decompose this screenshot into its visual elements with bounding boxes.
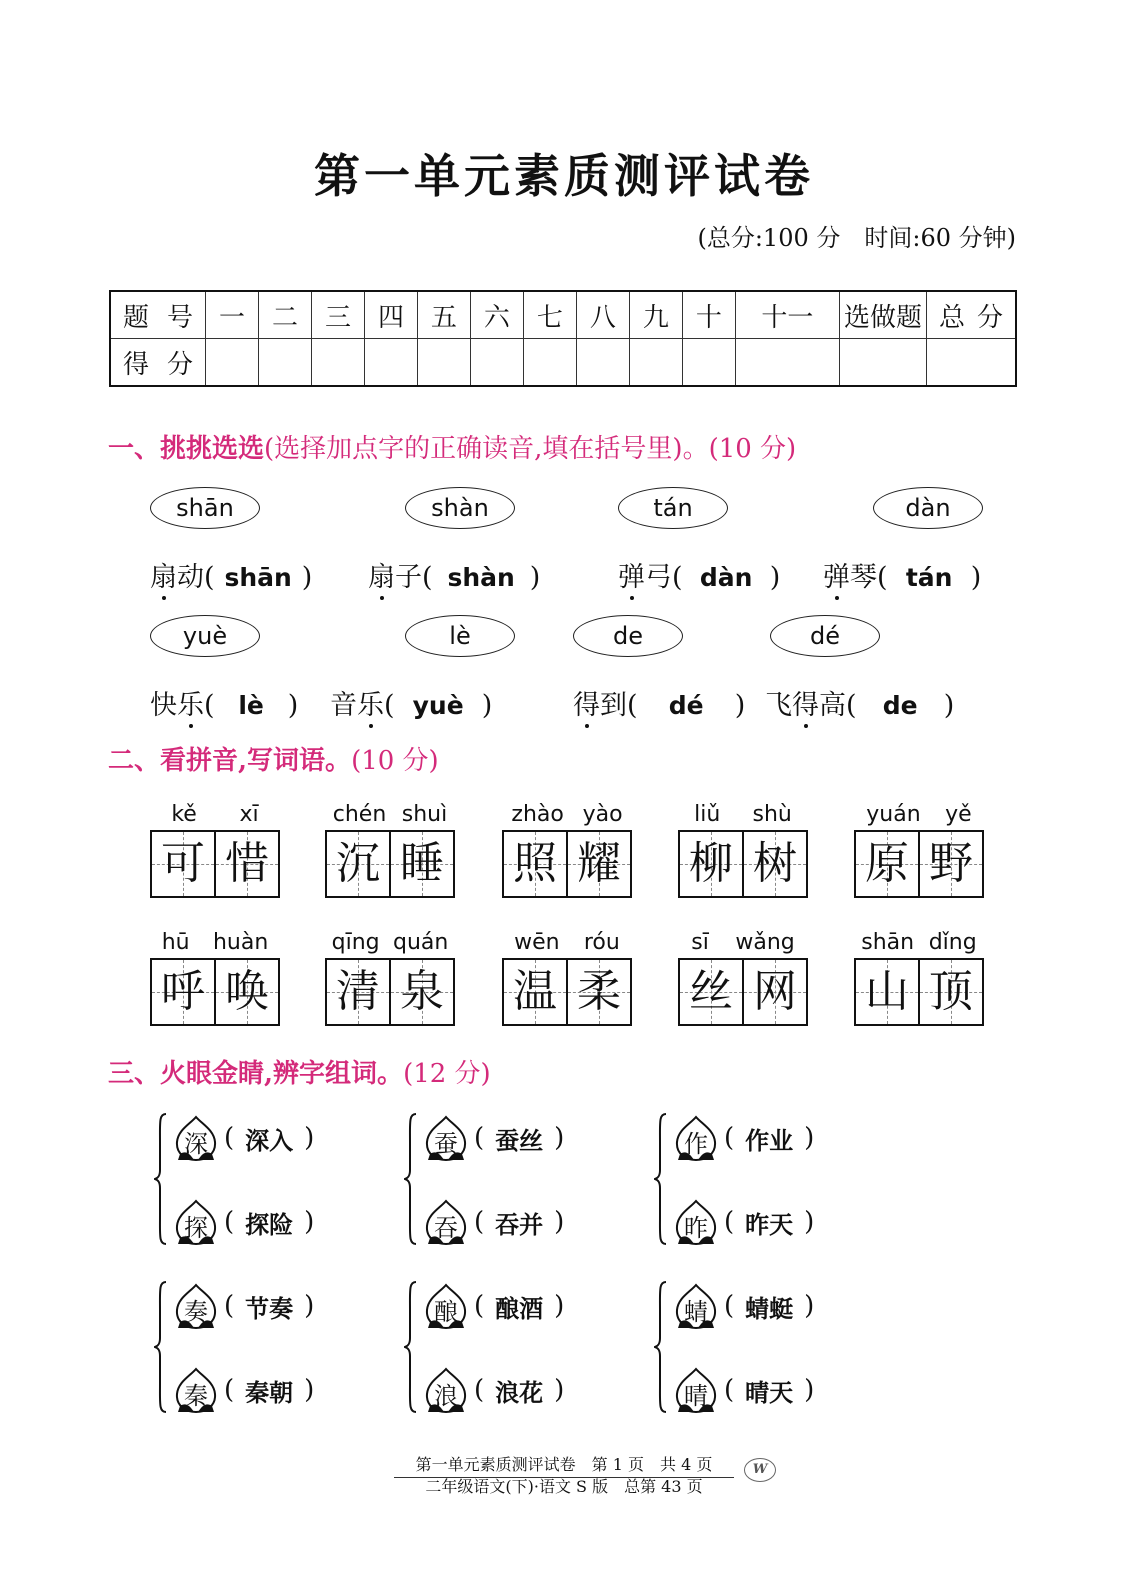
word-suffix: 到 — [600, 690, 627, 721]
brace-icon — [404, 1280, 418, 1414]
col-6: 六 — [470, 291, 523, 339]
tian-grid-cell[interactable] — [389, 960, 453, 1024]
written-character: 泉 — [400, 966, 444, 1017]
brace-icon — [654, 1280, 668, 1414]
tian-grid-cell[interactable] — [918, 832, 982, 896]
col-2: 二 — [258, 291, 311, 339]
writing-box[interactable] — [502, 958, 632, 1026]
section1-note: (选择加点字的正确读音,填在括号里)。(10 分) — [264, 434, 797, 464]
row-label-score: 得分 — [110, 339, 206, 387]
s1-item: 扇动( shān ) — [150, 562, 313, 593]
tian-grid-cell[interactable] — [214, 832, 278, 896]
score-cell[interactable] — [735, 339, 839, 387]
answer-text[interactable]: tán — [905, 563, 953, 592]
written-character: 丝 — [689, 966, 733, 1017]
peach-icon — [172, 1282, 220, 1330]
char-row: 作 ( 作业 ) — [672, 1114, 814, 1162]
pinyin-option: tán — [618, 487, 728, 529]
s1-item: 音乐( yuè ) — [330, 690, 493, 721]
pinyin-option: shān — [150, 487, 260, 529]
target-character: 探 — [184, 1214, 208, 1242]
tian-grid-cell[interactable] — [566, 960, 630, 1024]
peach-icon — [172, 1198, 220, 1246]
pinyin-word-item — [325, 930, 455, 1026]
pinyin-option: dé — [770, 615, 880, 657]
char-row: 昨 ( 昨天 ) — [672, 1198, 814, 1246]
tian-grid-cell[interactable] — [327, 832, 389, 896]
pinyin-label — [150, 802, 280, 830]
char-group — [154, 1108, 354, 1250]
tian-grid-cell[interactable] — [680, 960, 742, 1024]
pinyin-syllable: liǔ — [694, 802, 721, 827]
pinyin-label — [854, 802, 984, 830]
char-group — [154, 1276, 354, 1418]
col-total: 总分 — [927, 291, 1017, 339]
word-prefix: 快 — [150, 690, 177, 721]
tian-grid-cell[interactable] — [504, 832, 566, 896]
answer-word[interactable]: 探险 — [245, 1210, 294, 1239]
answer-text[interactable]: yuè — [412, 691, 464, 720]
writing-box[interactable] — [678, 830, 808, 898]
peach-icon — [172, 1366, 220, 1414]
peach-icon — [422, 1114, 470, 1162]
word-suffix: 琴 — [850, 562, 877, 593]
target-character: 浪 — [434, 1382, 458, 1410]
score-table-score-row — [110, 339, 1016, 387]
section1-title: 一、挑挑选选 — [108, 434, 265, 464]
pinyin-word-item — [854, 930, 984, 1026]
col-3: 三 — [311, 291, 364, 339]
footer-line-2: 二年级语文(下)·语文 S 版 总第 43 页 — [425, 1477, 703, 1496]
pinyin-word-item — [854, 802, 984, 898]
dotted-char: 乐 — [357, 690, 384, 721]
score-cell[interactable] — [311, 339, 364, 387]
tian-grid-cell[interactable] — [504, 960, 566, 1024]
col-4: 四 — [364, 291, 417, 339]
written-character: 呼 — [161, 966, 205, 1017]
score-table-header-row — [110, 291, 1016, 339]
peach-icon — [172, 1114, 220, 1162]
answer-text[interactable]: de — [882, 691, 918, 720]
tian-grid-cell[interactable] — [389, 832, 453, 896]
answer-word[interactable]: 秦朝 — [245, 1378, 294, 1407]
written-character: 唤 — [225, 966, 269, 1017]
answer-text[interactable]: dàn — [699, 563, 753, 592]
pinyin-syllable: wēn — [514, 930, 560, 955]
brace-icon — [154, 1112, 168, 1246]
target-character: 深 — [184, 1130, 208, 1158]
written-character: 山 — [865, 966, 909, 1017]
written-character: 网 — [753, 966, 797, 1017]
tian-grid-cell[interactable] — [742, 960, 806, 1024]
pinyin-syllable: shù — [752, 802, 792, 827]
score-cell[interactable] — [417, 339, 470, 387]
section3-note: (12 分) — [403, 1059, 491, 1089]
peach-icon — [422, 1198, 470, 1246]
dotted-char: 弹 — [618, 562, 645, 593]
tian-grid-cell[interactable] — [566, 832, 630, 896]
pinyin-syllable: hū — [161, 930, 190, 955]
tian-grid-cell[interactable] — [856, 832, 918, 896]
pinyin-word-item — [325, 802, 455, 898]
pinyin-word-item — [678, 930, 808, 1026]
char-group — [654, 1276, 854, 1418]
tian-grid-cell[interactable] — [327, 960, 389, 1024]
answer-text[interactable]: shān — [224, 563, 292, 592]
tian-grid-cell[interactable] — [152, 960, 214, 1024]
pinyin-syllable: sī — [691, 930, 709, 955]
pinyin-option: lè — [405, 615, 515, 657]
target-character: 奏 — [184, 1298, 208, 1326]
target-character: 秦 — [184, 1382, 208, 1410]
pinyin-word-item — [150, 930, 280, 1026]
score-cell[interactable] — [629, 339, 682, 387]
writing-box[interactable] — [854, 958, 984, 1026]
char-row: 吞 ( 吞并 ) — [422, 1198, 564, 1246]
score-time-info: (总分:100 分 时间:60 分钟) — [697, 224, 1016, 252]
pinyin-syllable: chén — [332, 802, 387, 827]
tian-grid-cell[interactable] — [152, 832, 214, 896]
target-character: 昨 — [684, 1214, 708, 1242]
word-suffix: 高 — [819, 690, 846, 721]
score-cell[interactable] — [364, 339, 417, 387]
writing-box[interactable] — [325, 830, 455, 898]
pinyin-label — [325, 930, 455, 958]
answer-word[interactable]: 蜻蜓 — [745, 1294, 794, 1323]
written-character: 原 — [865, 838, 909, 889]
score-table — [109, 290, 1017, 387]
written-character: 睡 — [400, 838, 444, 889]
peach-icon — [422, 1282, 470, 1330]
publisher-logo: W — [744, 1458, 776, 1482]
char-row: 探 ( 探险 ) — [172, 1198, 314, 1246]
col-optional: 选做题 — [840, 291, 927, 339]
char-row: 深 ( 深入 ) — [172, 1114, 314, 1162]
pinyin-label — [678, 802, 808, 830]
pinyin-word-item — [678, 802, 808, 898]
pinyin-label — [854, 930, 984, 958]
answer-word[interactable]: 吞并 — [495, 1210, 544, 1239]
word-prefix: 音 — [330, 690, 357, 721]
target-character: 晴 — [684, 1382, 708, 1410]
pinyin-syllable: zhào — [511, 802, 564, 827]
peach-icon — [672, 1198, 720, 1246]
section3-heading — [108, 1053, 491, 1090]
answer-word[interactable]: 晴天 — [745, 1378, 794, 1407]
target-character: 蜻 — [684, 1298, 708, 1326]
col-1: 一 — [206, 291, 259, 339]
footer-line-1: 第一单元素质测评试卷 第 1 页 共 4 页 — [394, 1452, 734, 1478]
section1-heading — [108, 428, 796, 465]
char-row: 奏 ( 节奏 ) — [172, 1282, 314, 1330]
char-row: 蜻 ( 蜻蜓 ) — [672, 1282, 814, 1330]
target-character: 酿 — [434, 1298, 458, 1326]
pinyin-syllable: róu — [583, 930, 620, 955]
char-row: 蚕 ( 蚕丝 ) — [422, 1114, 564, 1162]
writing-box[interactable] — [854, 830, 984, 898]
col-9: 九 — [629, 291, 682, 339]
pinyin-option: yuè — [150, 615, 260, 657]
tian-grid-cell[interactable] — [856, 960, 918, 1024]
peach-icon — [672, 1282, 720, 1330]
answer-word[interactable]: 浪花 — [495, 1378, 544, 1407]
section2-heading — [108, 740, 439, 777]
answer-text[interactable]: shàn — [447, 563, 515, 592]
written-character: 温 — [513, 966, 557, 1017]
row-label-question: 题号 — [110, 291, 206, 339]
written-character: 柔 — [577, 966, 621, 1017]
dotted-char: 扇 — [368, 562, 395, 593]
pinyin-option: de — [573, 615, 683, 657]
brace-icon — [154, 1280, 168, 1414]
written-character: 照 — [513, 838, 557, 889]
section2-title: 二、看拼音,写词语。 — [108, 746, 352, 776]
target-character: 作 — [684, 1130, 708, 1158]
page-title: 第一单元素质测评试卷 — [314, 149, 814, 203]
pinyin-syllable: quán — [392, 930, 449, 955]
col-8: 八 — [576, 291, 629, 339]
answer-text[interactable]: dé — [668, 691, 704, 720]
pinyin-syllable: qīng — [331, 930, 380, 955]
written-character: 顶 — [929, 966, 973, 1017]
pinyin-syllable: kě — [171, 802, 197, 827]
pinyin-label — [678, 930, 808, 958]
brace-icon — [654, 1112, 668, 1246]
score-cell[interactable] — [576, 339, 629, 387]
section2-note: (10 分) — [351, 746, 439, 776]
col-11: 十一 — [735, 291, 839, 339]
col-7: 七 — [523, 291, 576, 339]
char-group — [404, 1276, 604, 1418]
pinyin-option: dàn — [873, 487, 983, 529]
pinyin-syllable: xī — [239, 802, 259, 827]
col-5: 五 — [417, 291, 470, 339]
written-character: 可 — [161, 838, 205, 889]
char-row: 秦 ( 秦朝 ) — [172, 1366, 314, 1414]
char-group — [654, 1108, 854, 1250]
score-cell[interactable] — [523, 339, 576, 387]
written-character: 耀 — [577, 838, 621, 889]
pinyin-word-item — [502, 930, 632, 1026]
writing-box[interactable] — [678, 958, 808, 1026]
score-cell[interactable] — [682, 339, 735, 387]
score-cell[interactable] — [206, 339, 259, 387]
pinyin-label — [502, 930, 632, 958]
peach-icon — [422, 1366, 470, 1414]
answer-word[interactable]: 酿酒 — [495, 1294, 544, 1323]
char-row: 浪 ( 浪花 ) — [422, 1366, 564, 1414]
pinyin-word-item — [150, 802, 280, 898]
peach-icon — [672, 1366, 720, 1414]
pinyin-label — [502, 802, 632, 830]
written-character: 野 — [929, 838, 973, 889]
char-row: 酿 ( 酿酒 ) — [422, 1282, 564, 1330]
score-cell[interactable] — [258, 339, 311, 387]
answer-text[interactable]: lè — [238, 691, 264, 720]
pinyin-syllable: wǎng — [735, 930, 795, 955]
writing-box[interactable] — [325, 958, 455, 1026]
answer-word[interactable]: 蚕丝 — [495, 1126, 544, 1155]
score-cell[interactable] — [840, 339, 927, 387]
s1-item: 弹弓( dàn ) — [618, 562, 781, 593]
tian-grid-cell[interactable] — [918, 960, 982, 1024]
s1-item: 扇子( shàn ) — [368, 562, 541, 593]
written-character: 沉 — [336, 838, 380, 889]
dotted-char: 得 — [792, 690, 819, 721]
word-suffix: 子 — [395, 562, 422, 593]
written-character: 惜 — [225, 838, 269, 889]
word-suffix: 弓 — [645, 562, 672, 593]
written-character: 清 — [336, 966, 380, 1017]
s1-item: 快乐( lè ) — [150, 690, 299, 721]
written-character: 柳 — [689, 838, 733, 889]
dotted-char: 得 — [573, 690, 600, 721]
answer-word[interactable]: 作业 — [745, 1126, 794, 1155]
tian-grid-cell[interactable] — [214, 960, 278, 1024]
col-10: 十 — [682, 291, 735, 339]
pinyin-syllable: huàn — [212, 930, 269, 955]
s1-item: 飞得高( de ) — [765, 690, 955, 721]
answer-word[interactable]: 昨天 — [745, 1210, 794, 1239]
writing-box[interactable] — [502, 830, 632, 898]
tian-grid-cell[interactable] — [680, 832, 742, 896]
pinyin-syllable: yě — [945, 802, 972, 827]
pinyin-syllable: shuì — [401, 802, 448, 827]
s1-item: 得到( dé ) — [573, 690, 746, 721]
dotted-char: 乐 — [177, 690, 204, 721]
pinyin-syllable: yuán — [866, 802, 921, 827]
score-cell[interactable] — [470, 339, 523, 387]
s1-item: 弹琴( tán ) — [823, 562, 982, 593]
pinyin-syllable: dǐng — [928, 930, 977, 955]
writing-box[interactable] — [150, 958, 280, 1026]
pinyin-syllable: shān — [861, 930, 915, 955]
char-row: 晴 ( 晴天 ) — [672, 1366, 814, 1414]
char-group — [404, 1108, 604, 1250]
writing-box[interactable] — [150, 830, 280, 898]
target-character: 吞 — [434, 1214, 458, 1242]
score-cell[interactable] — [927, 339, 1017, 387]
dotted-char: 扇 — [150, 562, 177, 593]
target-character: 蚕 — [434, 1130, 458, 1158]
brace-icon — [404, 1112, 418, 1246]
section3-title: 三、火眼金睛,辨字组词。 — [108, 1059, 404, 1089]
pinyin-label — [150, 930, 280, 958]
word-suffix: 动 — [177, 562, 204, 593]
dotted-char: 弹 — [823, 562, 850, 593]
answer-word[interactable]: 节奏 — [245, 1294, 294, 1323]
peach-icon — [672, 1114, 720, 1162]
pinyin-option: shàn — [405, 487, 515, 529]
pinyin-label — [325, 802, 455, 830]
answer-word[interactable]: 深入 — [245, 1126, 294, 1155]
pinyin-word-item — [502, 802, 632, 898]
pinyin-syllable: yào — [582, 802, 623, 827]
tian-grid-cell[interactable] — [742, 832, 806, 896]
written-character: 树 — [753, 838, 797, 889]
word-prefix: 飞 — [765, 690, 792, 721]
